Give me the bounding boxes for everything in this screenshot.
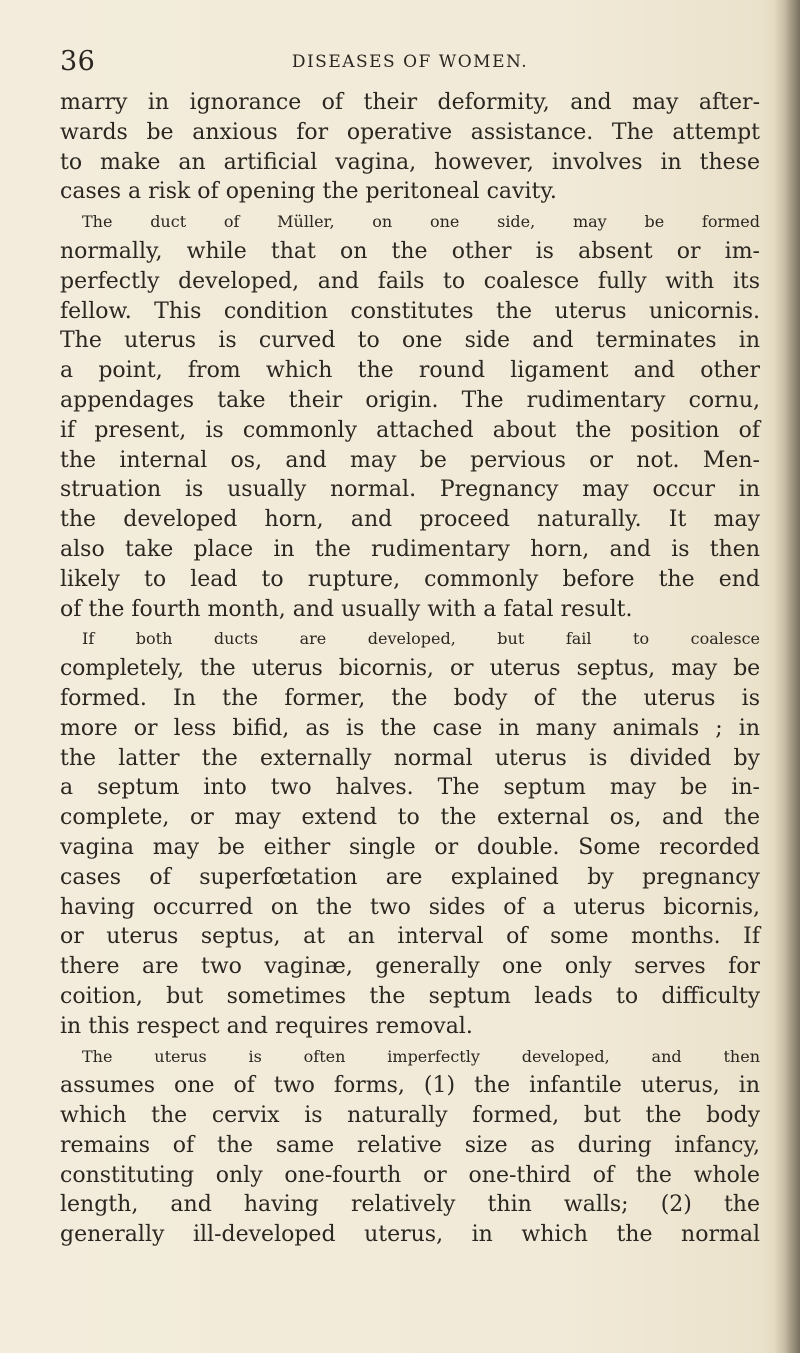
text-line: in this respect and requires removal. bbox=[60, 1013, 473, 1039]
text-line: perfectly developed, and fails to coalesce fully with its bbox=[60, 268, 760, 294]
text-line: having occurred on the two sides of a uterus bicornis, bbox=[60, 894, 760, 920]
text-line: of the fourth month, and usually with a fatal result. bbox=[60, 596, 633, 622]
text-line: length, and having relatively thin walls; (2) the bbox=[60, 1192, 760, 1218]
page-edge-shadow bbox=[774, 0, 800, 1353]
text-line: assumes one of two forms, (1) the infantile uterus, in bbox=[60, 1073, 760, 1099]
text-line: The uterus is curved to one side and terminates in bbox=[60, 328, 760, 354]
text-line: there are two vaginæ, generally one only serves for bbox=[60, 954, 760, 980]
text-line: remains of the same relative size as during infancy, bbox=[60, 1132, 760, 1158]
text-line: fellow. This condition constitutes the uterus unicornis. bbox=[60, 298, 760, 324]
text-line: constituting only one-fourth or one-third of the whole bbox=[60, 1162, 760, 1188]
body-text bbox=[60, 88, 760, 1250]
text-line: a point, from which the round ligament and other bbox=[60, 358, 760, 384]
running-head: DISEASES OF WOMEN. bbox=[291, 52, 529, 72]
page-header bbox=[60, 46, 760, 86]
text-line: generally ill-developed uterus, in which the normal bbox=[60, 1222, 760, 1248]
text-line: a septum into two halves. The septum may be in- bbox=[60, 775, 760, 801]
text-line: the latter the externally normal uterus is divided by bbox=[60, 745, 760, 771]
text-line: also take place in the rudimentary horn, and is then bbox=[60, 536, 760, 562]
text-line: more or less bifid, as is the case in many animals ; in bbox=[60, 715, 760, 741]
text-line: if present, is commonly attached about the position of bbox=[60, 417, 760, 443]
text-line: the developed horn, and proceed naturally. It may bbox=[60, 507, 760, 533]
text-line: struation is usually normal. Pregnancy may occur in bbox=[60, 477, 760, 503]
text-line: vagina may be either single or double. Some recorded bbox=[60, 834, 760, 860]
text-line: to make an artificial vagina, however, involves in these bbox=[60, 149, 760, 175]
text-line: complete, or may extend to the external os, and the bbox=[60, 805, 760, 831]
text-line: normally, while that on the other is absent or im- bbox=[60, 238, 760, 264]
text-line: likely to lead to rupture, commonly before the end bbox=[60, 566, 760, 592]
text-line: the internal os, and may be pervious or not. Men- bbox=[60, 447, 760, 473]
page-number: 36 bbox=[60, 46, 96, 77]
text-line: The uterus is often imperfectly developed, and then bbox=[82, 1046, 760, 1066]
text-line: formed. In the former, the body of the uterus is bbox=[60, 685, 760, 711]
text-line: cases a risk of opening the peritoneal cavity. bbox=[60, 179, 557, 205]
text-line: which the cervix is naturally formed, but the body bbox=[60, 1103, 760, 1129]
text-line: If both ducts are developed, but fail to coalesce bbox=[82, 629, 760, 649]
text-line: The duct of Müller, on one side, may be formed bbox=[82, 212, 760, 232]
text-line: appendages take their origin. The rudimentary cornu, bbox=[60, 387, 760, 413]
text-line: marry in ignorance of their deformity, and may after- bbox=[60, 90, 760, 115]
text-line: cases of superfœtation are explained by pregnancy bbox=[60, 864, 760, 890]
text-line: or uterus septus, at an interval of some months. If bbox=[60, 924, 760, 950]
text-line: completely, the uterus bicornis, or uterus septus, may be bbox=[60, 656, 760, 682]
text-line: wards be anxious for operative assistance. The attempt bbox=[60, 119, 760, 145]
text-line: coition, but sometimes the septum leads to difficulty bbox=[60, 983, 760, 1009]
